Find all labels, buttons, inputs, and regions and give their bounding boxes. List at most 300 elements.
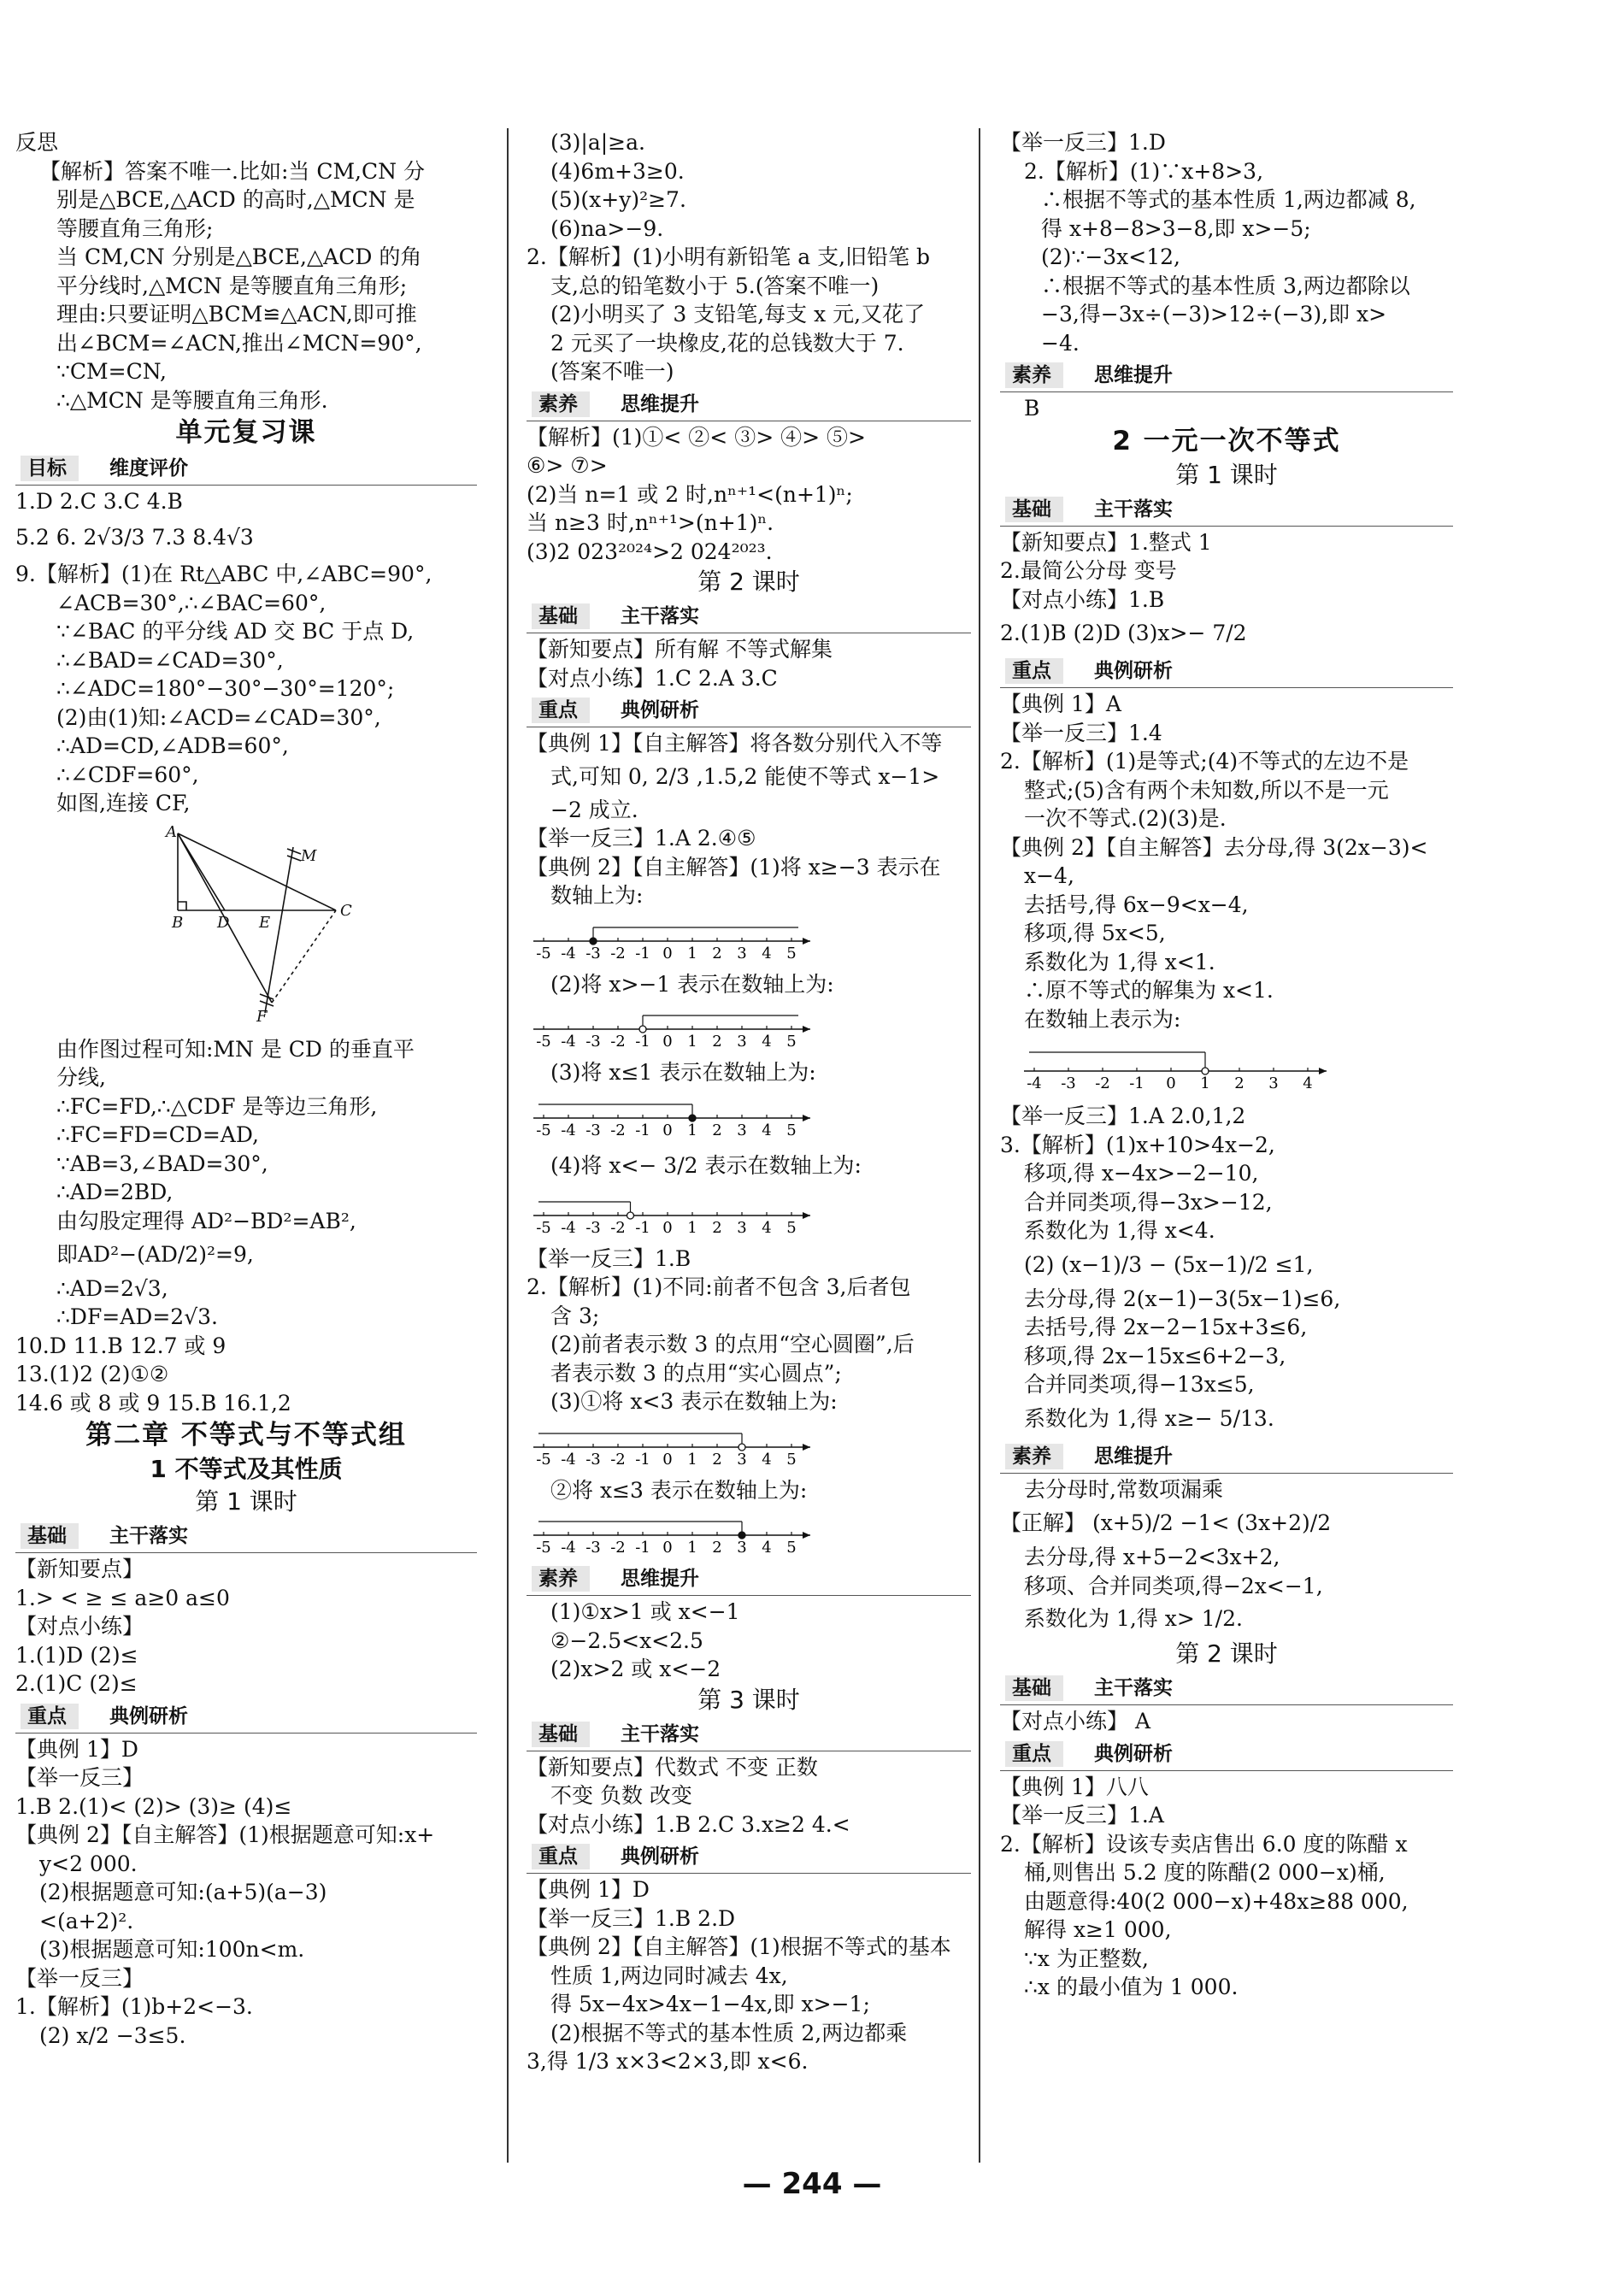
column-1 xyxy=(15,128,477,2050)
bar-tag: 基础 xyxy=(1005,1675,1063,1701)
text-line: ②将 x≤3 表示在数轴上为: xyxy=(550,1477,808,1503)
text-line: 【正解】 (x+5)/2 −1< (3x+2)/2 xyxy=(1000,1510,1332,1535)
column-2 xyxy=(527,128,971,2076)
number-line-tick-label: 3 xyxy=(737,1121,747,1139)
text-line: −3,得−3x÷(−3)>12÷(−3),即 x> xyxy=(1041,302,1387,327)
bar-label: 典例研析 xyxy=(109,1704,188,1728)
bar-tag: 目标 xyxy=(21,456,79,481)
number-line-tick-label: 5 xyxy=(786,944,797,962)
text-line: 合并同类项,得−3x>−12, xyxy=(1024,1189,1273,1215)
text-line: 【典例 1】【自主解答】将各数分别代入不等 xyxy=(527,731,943,756)
text-line: 移项、合并同类项,得−2x<−1, xyxy=(1024,1573,1323,1598)
answer-line: 14.6 或 8 或 9 15.B 16.1,2 xyxy=(15,1390,291,1416)
text-line: 3.【解析】(1)x+10>4x−2, xyxy=(1000,1132,1275,1157)
answer-line: 5.2 6. 2√3/3 7.3 8.4√3 xyxy=(15,524,254,550)
text-line: 【对点小练】 A xyxy=(1000,1709,1151,1734)
number-line-tick-label: -5 xyxy=(536,1539,551,1557)
text-line: 含 3; xyxy=(550,1303,600,1328)
number-line-tick-label: -1 xyxy=(1129,1074,1144,1092)
text-line: 系数化为 1,得 x≥− 5/13. xyxy=(1024,1405,1274,1431)
text-line: 移项,得 2x−15x≤6+2−3, xyxy=(1024,1343,1286,1369)
text-line: 平分线时,△MCN 是等腰直角三角形; xyxy=(56,273,408,298)
section-bar-basic xyxy=(1000,495,1453,527)
number-line-arrow xyxy=(803,1532,810,1539)
text-line: 去括号,得 2x−2−15x+3≤6, xyxy=(1024,1315,1308,1339)
text-line: 别是△BCE,△ACD 的高时,△MCN 是 xyxy=(56,187,415,212)
text-line: ∵AB=3,∠BAD=30°, xyxy=(56,1151,268,1176)
geometry-figure xyxy=(15,823,460,1028)
text-line: (2)∵−3x<12, xyxy=(1041,244,1180,269)
column-divider-2 xyxy=(979,128,980,2163)
text-line: ∴∠BAD=∠CAD=30°, xyxy=(56,647,284,673)
section-bar-basic xyxy=(527,1720,971,1751)
number-line-tick-label: 1 xyxy=(687,944,697,962)
open-point xyxy=(639,1026,646,1033)
text-line: ②−2.5<x<2.5 xyxy=(550,1628,703,1653)
text-line: 3,得 1/3 x×3<2×3,即 x<6. xyxy=(527,2049,809,2074)
number-line-tick-label: 0 xyxy=(662,944,673,962)
closed-point xyxy=(689,1115,696,1121)
text-line: 出∠BCM=∠ACN,推出∠MCN=90°, xyxy=(56,330,422,356)
text-line: ∴∠CDF=60°, xyxy=(56,762,199,787)
lesson-title: 第 2 课时 xyxy=(697,568,800,596)
text-line: 等腰直角三角形; xyxy=(56,215,214,241)
number-line-tick-label: 1 xyxy=(1200,1074,1210,1092)
number-line xyxy=(527,1422,971,1469)
lesson-title: 第 1 课时 xyxy=(195,1487,297,1516)
column-divider-1 xyxy=(507,128,509,2163)
text-line: 系数化为 1,得 x<4. xyxy=(1024,1218,1215,1243)
section-bar-basic xyxy=(15,1522,477,1553)
text-line: 在数轴上表示为: xyxy=(1024,1006,1181,1032)
bar-tag: 重点 xyxy=(532,698,590,723)
text-line: 【举一反三】1.A 2.0,1,2 xyxy=(1000,1104,1246,1128)
text-line: (3)①将 x<3 表示在数轴上为: xyxy=(550,1389,838,1414)
number-line-arrow xyxy=(803,938,810,945)
text-line: 【典例 2】【自主解答】(1)将 x≥−3 表示在 xyxy=(527,854,941,880)
text-line: 移项,得 5x<5, xyxy=(1024,921,1166,945)
number-line-tick-label: -1 xyxy=(635,1539,650,1557)
bar-tag: 重点 xyxy=(532,1844,590,1869)
answer-line: 13.(1)2 (2)①② xyxy=(15,1362,169,1386)
section-bar-key xyxy=(1000,1739,1453,1771)
text-line: 【新知要点】代数式 不变 正数 xyxy=(527,1754,818,1780)
number-line xyxy=(1000,1039,1445,1095)
number-line xyxy=(527,915,971,963)
text-line: ∴DF=AD=2√3. xyxy=(56,1304,218,1329)
text-line: B xyxy=(1024,396,1040,421)
number-line-tick-label: -3 xyxy=(585,1033,601,1051)
number-line-tick-label: -3 xyxy=(585,1218,601,1237)
text-line: 系数化为 1,得 x<1. xyxy=(1024,949,1215,974)
text-line: (6)na>−9. xyxy=(550,215,664,241)
number-line-tick-label: -1 xyxy=(635,944,650,962)
bar-label: 典例研析 xyxy=(1094,660,1173,682)
number-line-tick-label: 1 xyxy=(687,1033,697,1051)
number-line-arrow xyxy=(803,1026,810,1033)
bar-label: 思维提升 xyxy=(1094,364,1173,386)
text-line: ∴根据不等式的基本性质 3,两边都除以 xyxy=(1041,273,1410,298)
number-line-tick-label: -1 xyxy=(635,1033,650,1051)
number-line-tick-label: -4 xyxy=(1027,1074,1042,1092)
number-line-tick-label: 4 xyxy=(762,1033,772,1051)
text-line: ⑥> ⑦> xyxy=(527,453,608,478)
text-line: 【举一反三】1.4 xyxy=(1000,720,1162,745)
answer-line: 1.D 2.C 3.C 4.B xyxy=(15,489,183,514)
text-line: 得 5x−4x>4x−1−4x,即 x>−1; xyxy=(550,1992,870,2016)
text-line: 1.> < ≥ ≤ a≥0 a≤0 xyxy=(15,1585,230,1610)
number-line-tick-label: -5 xyxy=(536,1218,551,1237)
text-line: (4)6m+3≥0. xyxy=(550,158,685,184)
bar-tag: 基础 xyxy=(1005,497,1063,522)
number-line-tick-label: -5 xyxy=(536,1033,551,1051)
text-line: (2) (x−1)/3 − (5x−1)/2 ≤1, xyxy=(1024,1251,1314,1277)
text-line: (2)将 x>−1 表示在数轴上为: xyxy=(550,971,834,997)
text-line: 式,可知 0, 2/3 ,1.5,2 能使不等式 x−1> xyxy=(550,763,940,789)
text-line: ∠ACB=30°,∴∠BAC=60°, xyxy=(56,590,327,615)
section-title: 2 一元一次不等式 xyxy=(1112,425,1341,456)
text-line: 由勾股定理得 AD²−BD²=AB², xyxy=(56,1208,356,1233)
text-line: 2.(1)C (2)≤ xyxy=(15,1671,138,1696)
section-bar-literacy xyxy=(1000,361,1453,392)
text-line: ∴FC=FD,∴△CDF 是等边三角形, xyxy=(56,1093,378,1119)
number-line-tick-label: 0 xyxy=(662,1121,673,1139)
text-line: ∵CM=CN, xyxy=(56,359,167,384)
number-line-tick-label: -4 xyxy=(561,1033,576,1051)
number-line-tick-label: 0 xyxy=(662,1218,673,1237)
text-line: y<2 000. xyxy=(39,1851,138,1876)
number-line-tick-label: -1 xyxy=(635,1218,650,1237)
number-line-tick-label: -1 xyxy=(635,1450,650,1469)
number-line xyxy=(527,1510,971,1557)
text-line: ∴△MCN 是等腰直角三角形. xyxy=(56,387,328,413)
text-line: 【举一反三】 xyxy=(15,1965,144,1991)
text-line: (答案不唯一) xyxy=(550,359,674,384)
text-line: 【典例 2】【自主解答】(1)根据题意可知:x+ xyxy=(15,1822,435,1847)
number-line-tick-label: -3 xyxy=(585,944,601,962)
text-line: <(a+2)². xyxy=(39,1908,134,1934)
number-line-arrow xyxy=(803,1115,810,1121)
bar-label: 主干落实 xyxy=(1094,1677,1173,1699)
number-line-tick-label: 2 xyxy=(1234,1074,1244,1092)
open-point xyxy=(1202,1068,1209,1074)
text-line: 移项,得 x−4x>−2−10, xyxy=(1024,1161,1259,1186)
text-line: (3)2 023²⁰²⁴>2 024²⁰²³. xyxy=(527,539,773,564)
fig-label-f: F xyxy=(256,1007,268,1026)
text-line: 【对点小练】 xyxy=(15,1614,144,1639)
text-line: 去分母,得 x+5−2<3x+2, xyxy=(1024,1545,1280,1569)
number-line-tick-label: -5 xyxy=(536,1121,551,1139)
text-line: (2)根据不等式的基本性质 2,两边都乘 xyxy=(550,2020,908,2045)
section-bar-key xyxy=(527,696,971,727)
text-line: (2)由(1)知:∠ACD=∠CAD=30°, xyxy=(56,704,381,730)
chapter-title: 第二章 不等式与不等式组 xyxy=(85,1420,407,1451)
text-line: 【对点小练】1.B 2.C 3.x≥2 4.< xyxy=(527,1811,850,1837)
text-line: 桶,则售出 5.2 度的陈醋(2 000−x)桶, xyxy=(1024,1860,1386,1885)
bar-tag: 重点 xyxy=(1005,658,1063,684)
text-line: 【举一反三】1.A 2.④⑤ xyxy=(527,826,756,851)
text-line: (2)根据题意可知:(a+5)(a−3) xyxy=(39,1880,327,1904)
bar-tag: 重点 xyxy=(21,1704,79,1729)
fig-label-a: A xyxy=(166,822,177,841)
text-line: (3)将 x≤1 表示在数轴上为: xyxy=(550,1060,816,1085)
number-line-tick-label: 2 xyxy=(712,1218,722,1237)
number-line-tick-label: -2 xyxy=(610,1218,626,1237)
section-bar-literacy xyxy=(1000,1442,1453,1474)
text-line: ∴x 的最小值为 1 000. xyxy=(1024,1975,1239,1999)
text-line: 合并同类项,得−13x≤5, xyxy=(1024,1372,1255,1397)
text-line: 得 x+8−8>3−8,即 x>−5; xyxy=(1041,215,1311,241)
closed-point xyxy=(590,938,597,945)
text-line: 【典例 1】A xyxy=(1000,692,1121,716)
text-line: 即AD²−(AD/2)²=9, xyxy=(56,1242,254,1267)
section-title: 1 不等式及其性质 xyxy=(150,1455,343,1483)
number-line-tick-label: 3 xyxy=(737,1033,747,1051)
text-line: −4. xyxy=(1041,330,1080,356)
bar-tag: 素养 xyxy=(1005,362,1063,388)
bar-label: 主干落实 xyxy=(621,1722,699,1745)
text-line: 【典例 2】【自主解答】去分母,得 3(2x−3)< xyxy=(1000,834,1428,860)
bar-tag: 基础 xyxy=(532,1722,590,1747)
segment-CF xyxy=(272,910,336,1003)
text-line: 系数化为 1,得 x> 1/2. xyxy=(1024,1606,1243,1631)
number-line-tick-label: -3 xyxy=(585,1539,601,1557)
number-line-tick-label: 2 xyxy=(712,1539,722,1557)
text-line: 由题意得:40(2 000−x)+48x≥88 000, xyxy=(1024,1888,1409,1914)
text-line: 2.最简公分母 变号 xyxy=(1000,558,1177,583)
text-line: ∴原不等式的解集为 x<1. xyxy=(1024,978,1274,1003)
number-line-tick-label: -2 xyxy=(610,1033,626,1051)
number-line-tick-label: -2 xyxy=(1095,1074,1110,1092)
bar-label: 主干落实 xyxy=(109,1525,188,1547)
bar-label: 思维提升 xyxy=(621,392,699,415)
bar-tag: 重点 xyxy=(1005,1741,1063,1767)
bar-label: 典例研析 xyxy=(621,699,699,721)
text-line: ∴AD=2√3, xyxy=(56,1275,168,1301)
lesson-title: 第 3 课时 xyxy=(697,1685,800,1714)
text-line: 反思 xyxy=(15,130,59,155)
text-line: 者表示数 3 的点用“实心圆点”; xyxy=(550,1360,842,1386)
text-line: 当 CM,CN 分别是△BCE,△ACD 的角 xyxy=(56,244,422,269)
fig-label-b: B xyxy=(172,913,184,932)
bar-label: 维度评价 xyxy=(109,457,188,480)
text-line: ∴AD=2BD, xyxy=(56,1180,174,1204)
number-line xyxy=(527,1092,971,1140)
open-point xyxy=(627,1212,634,1219)
closed-point xyxy=(738,1532,745,1539)
bar-label: 典例研析 xyxy=(1094,1742,1173,1765)
text-line: (2)x>2 或 x<−2 xyxy=(550,1657,721,1681)
text-line: 【举一反三】 xyxy=(15,1765,144,1790)
text-line: 2.【解析】设该专卖店售出 6.0 度的陈醋 x xyxy=(1000,1831,1408,1857)
bar-label: 思维提升 xyxy=(1094,1445,1173,1468)
text-line: ∴AD=CD,∠ADB=60°, xyxy=(56,733,289,758)
bar-label: 主干落实 xyxy=(621,605,699,627)
number-line-tick-label: -4 xyxy=(561,1450,576,1469)
text-line: −2 成立. xyxy=(550,797,638,822)
open-point xyxy=(738,1444,745,1451)
text-line: 2.【解析】(1)不同:前者不包含 3,后者包 xyxy=(527,1274,911,1299)
lesson-title: 第 1 课时 xyxy=(1175,460,1278,489)
text-line: 【新知要点】1.整式 1 xyxy=(1000,529,1212,555)
text-line: ∴根据不等式的基本性质 1,两边都减 8, xyxy=(1041,187,1416,212)
number-line xyxy=(527,1190,971,1238)
number-line-tick-label: 0 xyxy=(662,1033,673,1051)
number-line-tick-label: -1 xyxy=(635,1121,650,1139)
text-line: 整式;(5)含有两个未知数,所以不是一元 xyxy=(1024,777,1389,803)
number-line-tick-label: -2 xyxy=(610,1121,626,1139)
text-line: 分线, xyxy=(56,1065,106,1090)
bar-label: 主干落实 xyxy=(1094,497,1173,521)
bar-tag: 素养 xyxy=(532,1566,590,1592)
text-line: ∴∠ADC=180°−30°−30°=120°; xyxy=(56,676,395,701)
number-line-tick-label: 4 xyxy=(762,1121,772,1139)
text-line: 9.【解析】(1)在 Rt△ABC 中,∠ABC=90°, xyxy=(15,562,432,586)
number-line-tick-label: 3 xyxy=(737,1218,747,1237)
text-line: ∴FC=FD=CD=AD, xyxy=(56,1122,259,1147)
text-line: 2.【解析】(1)小明有新铅笔 a 支,旧铅笔 b xyxy=(527,244,930,269)
text-line: ∵∠BAC 的平分线 AD 交 BC 于点 D, xyxy=(56,619,415,644)
number-line-tick-label: 3 xyxy=(737,1450,747,1469)
number-line-tick-label: 2 xyxy=(712,944,722,962)
number-line-tick-label: 1 xyxy=(687,1218,697,1237)
text-line: 去分母时,常数项漏乘 xyxy=(1024,1476,1223,1502)
text-line: 1.【解析】(1)b+2<−3. xyxy=(15,1994,253,2019)
text-line: 【举一反三】1.A xyxy=(1000,1803,1164,1828)
number-line-tick-label: 5 xyxy=(786,1450,797,1469)
unit-review-title: 单元复习课 xyxy=(175,417,317,448)
number-line-tick-label: 3 xyxy=(1268,1074,1279,1092)
number-line-tick-label: 5 xyxy=(786,1218,797,1237)
number-line-tick-label: 4 xyxy=(1303,1074,1313,1092)
text-line: 理由:只要证明△BCM≌△ACN,即可推 xyxy=(56,302,417,327)
number-line-tick-label: -4 xyxy=(561,1121,576,1139)
number-line-tick-label: -3 xyxy=(585,1121,601,1139)
number-line-tick-label: 3 xyxy=(737,944,747,962)
text-line: 由作图过程可知:MN 是 CD 的垂直平 xyxy=(56,1036,415,1062)
bar-label: 思维提升 xyxy=(621,1568,699,1590)
text-line: 去分母,得 2(x−1)−3(5x−1)≤6, xyxy=(1024,1286,1341,1311)
text-line: 如图,连接 CF, xyxy=(56,791,191,815)
text-line: 【典例 2】【自主解答】(1)根据不等式的基本 xyxy=(527,1934,951,1959)
section-bar-key xyxy=(1000,656,1453,688)
number-line-arrow xyxy=(803,1444,810,1451)
number-line-tick-label: 1 xyxy=(687,1121,697,1139)
page-number: — 244 — xyxy=(742,2167,882,2201)
number-line-tick-label: 1 xyxy=(687,1450,697,1469)
text-line: (5)(x+y)²≥7. xyxy=(550,187,686,212)
text-line: 【举一反三】1.B xyxy=(527,1245,691,1271)
text-line: 【典例 1】D xyxy=(527,1877,650,1902)
text-line: 【典例 1】八八 xyxy=(1000,1774,1149,1799)
fig-label-e: E xyxy=(259,913,271,932)
text-line: 1.(1)D (2)≤ xyxy=(15,1642,138,1668)
number-line-tick-label: -5 xyxy=(536,1450,551,1469)
number-line-tick-label: 0 xyxy=(1166,1074,1176,1092)
text-line: 2 元买了一块橡皮,花的总钱数大于 7. xyxy=(550,330,904,356)
text-line: 【举一反三】1.D xyxy=(1000,130,1166,155)
section-bar-key xyxy=(15,1702,477,1734)
section-bar-key xyxy=(527,1842,971,1874)
number-line-tick-label: -3 xyxy=(585,1450,601,1469)
text-line: (2)前者表示数 3 的点用“空心圆圈”,后 xyxy=(550,1332,915,1357)
fig-label-c: C xyxy=(340,901,352,920)
number-line-tick-label: 4 xyxy=(762,1539,772,1557)
number-line-tick-label: -4 xyxy=(561,1218,576,1237)
text-line: 2.(1)B (2)D (3)x>− 7/2 xyxy=(1000,621,1247,645)
text-line: 【典例 1】D xyxy=(15,1736,138,1762)
bar-label: 典例研析 xyxy=(621,1845,699,1868)
number-line-tick-label: 4 xyxy=(762,944,772,962)
number-line-tick-label: 5 xyxy=(786,1539,797,1557)
text-line: 2.【解析】(1)是等式;(4)不等式的左边不是 xyxy=(1000,749,1409,774)
section-bar-literacy xyxy=(527,390,971,421)
text-line: 【对点小练】1.B xyxy=(1000,586,1165,612)
number-line-tick-label: -3 xyxy=(1061,1074,1076,1092)
text-line: (2)小明买了 3 支铅笔,每支 x 元,又花了 xyxy=(550,302,926,327)
text-line: (4)将 x<− 3/2 表示在数轴上为: xyxy=(550,1152,862,1178)
text-line: 2.【解析】(1)∵x+8>3, xyxy=(1024,158,1264,184)
answer-line: 10.D 11.B 12.7 或 9 xyxy=(15,1333,227,1358)
bar-tag: 基础 xyxy=(21,1523,79,1549)
bar-tag: 素养 xyxy=(532,391,590,417)
text-line: 不变 负数 改变 xyxy=(550,1783,692,1808)
text-line: 【解析】答案不唯一.比如:当 CM,CN 分 xyxy=(39,158,425,184)
number-line-tick-label: 2 xyxy=(712,1450,722,1469)
text-line: (1)①x>1 或 x<−1 xyxy=(550,1599,740,1624)
number-line-tick-label: 2 xyxy=(712,1121,722,1139)
number-line-tick-label: -2 xyxy=(610,1539,626,1557)
number-line-tick-label: -2 xyxy=(610,1450,626,1469)
number-line-tick-label: 4 xyxy=(762,1218,772,1237)
text-line: 当 n≥3 时,nⁿ⁺¹>(n+1)ⁿ. xyxy=(527,510,774,535)
number-line-tick-label: -4 xyxy=(561,1539,576,1557)
text-line: 一次不等式.(2)(3)是. xyxy=(1024,806,1227,831)
section-bar-basic xyxy=(1000,1674,1453,1705)
number-line-tick-label: -5 xyxy=(536,944,551,962)
bar-tag: 基础 xyxy=(532,603,590,629)
text-line: (3)根据题意可知:100n<m. xyxy=(39,1937,305,1962)
right-angle-mark xyxy=(178,902,186,910)
text-line: 性质 1,两边同时减去 4x, xyxy=(550,1963,788,1988)
text-line: ∵x 为正整数, xyxy=(1024,1945,1149,1971)
text-line: 支,总的铅笔数小于 5.(答案不唯一) xyxy=(550,273,880,298)
section-bar-basic xyxy=(527,602,971,633)
number-line-arrow xyxy=(803,1212,810,1219)
text-line: 【新知要点】 xyxy=(15,1557,144,1581)
number-line-tick-label: -2 xyxy=(610,944,626,962)
lesson-title: 第 2 课时 xyxy=(1175,1639,1278,1668)
text-line: 【解析】(1)①< ②< ③> ④> ⑤> xyxy=(527,424,866,450)
text-line: 去括号,得 6x−9<x−4, xyxy=(1024,892,1249,917)
number-line-tick-label: 5 xyxy=(786,1033,797,1051)
section-bar-target xyxy=(15,454,477,486)
number-line-tick-label: 0 xyxy=(662,1450,673,1469)
text-line: 1.B 2.(1)< (2)> (3)≥ (4)≤ xyxy=(15,1793,292,1819)
text-line: 解得 x≥1 000, xyxy=(1024,1917,1172,1942)
text-line: 数轴上为: xyxy=(550,883,644,908)
text-line: 【对点小练】1.C 2.A 3.C xyxy=(527,665,778,691)
fig-label-m: M xyxy=(301,846,317,865)
section-bar-literacy xyxy=(527,1564,971,1596)
number-line xyxy=(527,1004,971,1051)
text-line: x−4, xyxy=(1024,863,1074,888)
text-line: (2)当 n=1 或 2 时,nⁿ⁺¹<(n+1)ⁿ; xyxy=(527,481,853,507)
column-3 xyxy=(1000,128,1453,2002)
number-line-tick-label: 4 xyxy=(762,1450,772,1469)
number-line-tick-label: 5 xyxy=(786,1121,797,1139)
text-line: (3)|a|≥a. xyxy=(550,130,645,155)
